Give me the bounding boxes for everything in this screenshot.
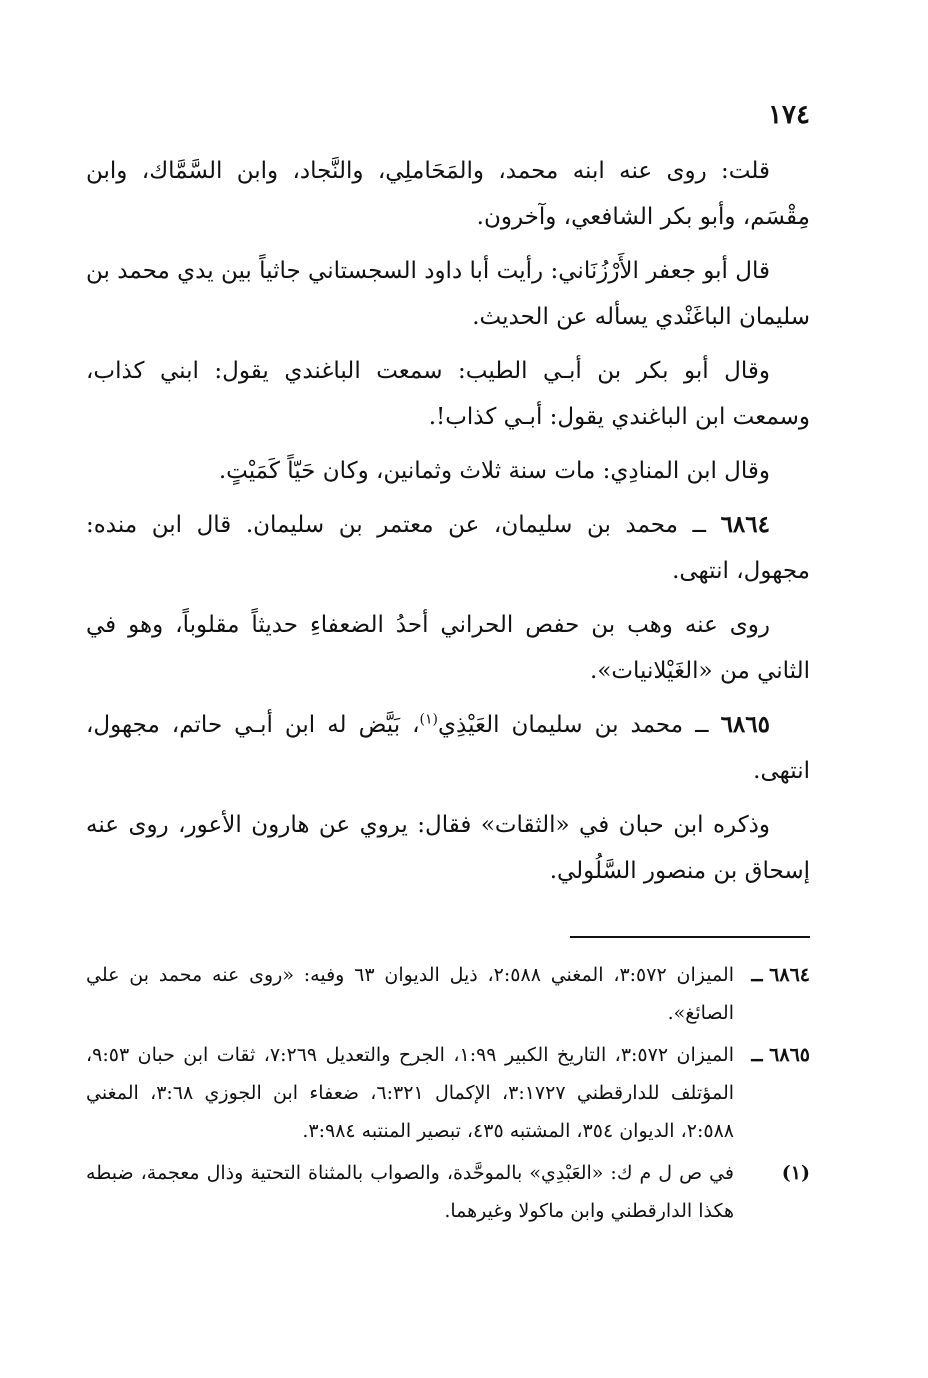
- entry-text-continued: ، بَيَّض له ابن أبـي حاتم، مجهول، انتهى.: [86, 712, 810, 784]
- paragraph: قلت: روى عنه ابنه محمد، والمَحَاملِي، والنَّجاد، وابن السَّمَّاك، وابن مِقْسَم، وأبو بكر الشافعي، وآخرون.: [86, 158, 810, 230]
- footnote-divider: [570, 936, 810, 938]
- entry-text: ــ محمد بن سليمان، عن معتمر بن سليمان. قال ابن منده: مجهول، انتهى.: [86, 512, 810, 584]
- paragraph: وذكره ابن حبان في «الثقات» فقال: يروي عن هارون الأعور، روى عنه إسحاق بن منصور السَّلُولي.: [86, 812, 810, 884]
- footnote-text: الميزان ٣:٥٧٢، المغني ٢:٥٨٨، ذيل الديوان ٦٣ وفيه: «روى عنه محمد بن علي الصائغ».: [86, 964, 734, 1024]
- entry-number: ٦٨٦٥: [720, 711, 770, 738]
- paragraph: قال أبو جعفر الأَرْزُنَاني: رأيت أبا داود السجستاني جاثياً بين يدي محمد بن سليمان الباغَنْدي يسأله عن الحديث.: [86, 258, 810, 330]
- footnote-label: ٦٨٦٥ ــ: [751, 1044, 810, 1066]
- footnote: [86, 1036, 810, 1150]
- footnote-text: الميزان ٣:٥٧٢، التاريخ الكبير ١:٩٩، الجرح والتعديل ٧:٢٦٩، ثقات ابن حبان ٩:٥٣، المؤتلف للدارقطني ٣:١٧٢٧، الإكمال ٦:٣٢١، ضعفاء ابن الجوزي ٣:٦٨، المغني ٢:٥٨٨، الديوان ٣٥٤، المشتبه ٤٣٥، تبصير المنتبه ٣:٩٨٤.: [86, 1044, 735, 1142]
- entry-number: ٦٨٦٤: [720, 511, 770, 538]
- footnote-label: ٦٨٦٤ ــ: [751, 964, 810, 986]
- paragraph: وقال أبو بكر بن أبـي الطيب: سمعت الباغندي يقول: ابني كذاب، وسمعت ابن الباغندي يقول: أبـي كذاب!.: [86, 358, 810, 430]
- entry-text: ــ محمد بن سليمان العَيْذِي: [438, 712, 721, 738]
- footnote: [86, 956, 810, 1032]
- entry-6864: [86, 502, 810, 594]
- footnote-marker: (١): [419, 711, 439, 728]
- entry-6865: [86, 702, 810, 794]
- footnote: [86, 1154, 810, 1230]
- footnote-label: (١): [781, 1162, 810, 1184]
- footnotes: [86, 956, 810, 1234]
- page-number: ١٧٤: [768, 100, 810, 130]
- paragraph: وقال ابن المنادِي: مات سنة ثلاث وثمانين، وكان حَيّاً كَمَيْتٍ.: [218, 458, 770, 484]
- main-text: [86, 148, 810, 902]
- paragraph: روى عنه وهب بن حفص الحراني أحدُ الضعفاءِ حديثاً مقلوباً، وهو في الثاني من «الغَيْلانيات».: [86, 612, 810, 684]
- footnote-text: في ص ل م ك: «العَبْدِي» بالموحَّدة، والصواب بالمثناة التحتية وذال معجمة، ضبطه هكذا الدارقطني وابن ماكولا وغيرهما.: [86, 1162, 734, 1222]
